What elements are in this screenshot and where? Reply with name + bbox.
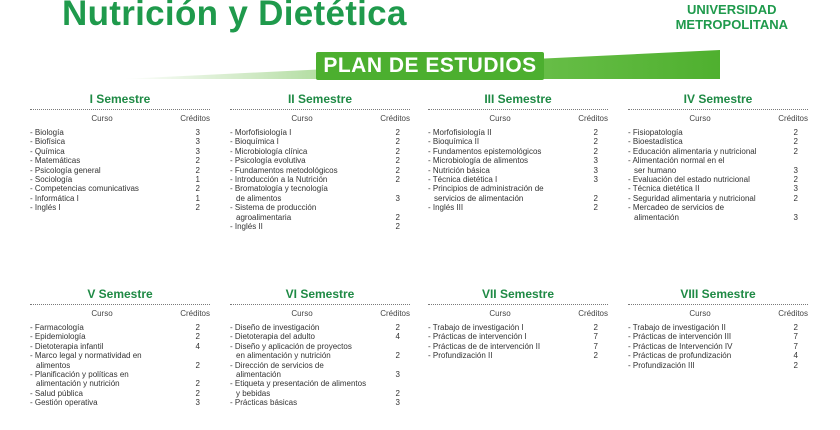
course-row [30, 351, 210, 360]
course-row [30, 166, 210, 175]
course-credits: 2 [793, 137, 798, 147]
course-name: - Biología [30, 128, 64, 137]
course-list [230, 128, 410, 231]
dotted-divider [428, 107, 608, 110]
dotted-divider [230, 107, 410, 110]
column-header [428, 308, 608, 319]
course-credits: 2 [395, 212, 400, 222]
credits-header: Créditos [180, 114, 210, 123]
course-credits: 2 [793, 146, 798, 156]
course-credits [770, 203, 808, 212]
course-credits: 2 [395, 128, 400, 137]
course-name: - Gestión operativa [30, 398, 98, 408]
course-credits: 2 [593, 128, 598, 137]
course-name: - Técnica dietética II [628, 184, 700, 194]
course-name: - Seguridad alimentaria y nutricional [628, 193, 756, 203]
course-row [30, 203, 210, 212]
course-row [628, 194, 808, 203]
course-credits: 3 [593, 175, 598, 185]
course-name: - Prácticas de de intervención II [428, 341, 541, 351]
course-row [30, 398, 210, 407]
course-name: - Prácticas de profundización [628, 351, 732, 361]
column-header [230, 308, 410, 319]
course-list [230, 323, 410, 408]
course-credits [372, 342, 410, 351]
course-credits: 7 [793, 332, 798, 342]
course-row [628, 175, 808, 184]
course-header: Curso [91, 309, 113, 318]
course-row [230, 379, 410, 388]
semester-title: I Semestre [89, 92, 151, 106]
course-name: - Bioquímica II [428, 137, 480, 147]
course-row [230, 213, 410, 222]
course-name: - Fundamentos metodológicos [230, 165, 338, 175]
course-row [428, 351, 608, 360]
course-name: - Profundización III [628, 360, 695, 370]
course-name: - Fundamentos epistemológicos [428, 146, 542, 156]
semester-title: VIII Semestre [680, 287, 756, 301]
semester-block [628, 287, 808, 370]
course-name: - Fisiopatología [628, 128, 683, 137]
course-list [428, 128, 608, 213]
course-credits: 2 [395, 137, 400, 147]
course-row [628, 213, 808, 222]
course-row [230, 184, 410, 193]
course-name: agroalimentaria [236, 212, 292, 222]
column-header [230, 113, 410, 124]
course-name: ser humano [634, 165, 677, 175]
course-row [230, 175, 410, 184]
course-row [628, 166, 808, 175]
course-credits: 2 [793, 323, 798, 332]
course-credits [172, 370, 210, 379]
course-credits: 2 [395, 351, 400, 361]
course-name: - Prácticas de Intervención IV [628, 341, 733, 351]
course-name: - Sociología [30, 175, 73, 185]
course-name: - Nutrición básica [428, 165, 490, 175]
course-name: - Inglés III [428, 203, 464, 213]
course-name: - Mercadeo de servicios de [628, 203, 725, 213]
course-credits: 4 [793, 351, 798, 361]
dotted-divider [628, 302, 808, 305]
course-credits: 3 [793, 184, 798, 194]
course-row [30, 147, 210, 156]
column-header [628, 113, 808, 124]
plan-banner: PLAN DE ESTUDIOS [316, 52, 544, 80]
credits-header: Créditos [778, 309, 808, 318]
course-row [30, 323, 210, 332]
course-credits: 3 [195, 146, 200, 156]
university-line1: UNIVERSIDAD [687, 2, 777, 17]
dotted-divider [30, 302, 210, 305]
course-credits: 3 [195, 137, 200, 147]
course-header: Curso [489, 309, 511, 318]
course-name: - Microbiología de alimentos [428, 156, 529, 166]
course-row [30, 379, 210, 388]
course-credits: 3 [593, 156, 598, 166]
course-name: - Dietoterapia infantil [30, 341, 104, 351]
course-credits: 2 [195, 203, 200, 213]
course-row [230, 351, 410, 360]
course-header: Curso [291, 114, 313, 123]
course-credits: 7 [593, 341, 598, 351]
course-list [628, 128, 808, 222]
course-credits: 2 [593, 351, 598, 361]
credits-header: Créditos [578, 309, 608, 318]
course-row [30, 175, 210, 184]
course-row [30, 156, 210, 165]
course-row [428, 323, 608, 332]
course-list [428, 323, 608, 361]
course-row [628, 351, 808, 360]
course-credits: 2 [793, 193, 798, 203]
course-name: - Bioestadística [628, 137, 683, 147]
course-row [230, 342, 410, 351]
semester-title: II Semestre [287, 92, 353, 106]
credits-header: Créditos [380, 309, 410, 318]
course-row [230, 222, 410, 231]
course-name: - Bromatología y tecnología [230, 184, 328, 194]
course-row [30, 184, 210, 193]
course-name: - Sistema de producción [230, 203, 317, 213]
course-credits: 2 [395, 146, 400, 156]
course-name: - Principios de administración de [428, 184, 544, 194]
course-credits: 2 [395, 323, 400, 332]
course-credits: 3 [793, 165, 798, 175]
course-credits [372, 184, 410, 193]
course-row [30, 370, 210, 379]
course-row [230, 128, 410, 137]
course-credits: 2 [793, 360, 798, 370]
course-row [628, 147, 808, 156]
course-row [628, 332, 808, 341]
course-name: - Inglés I [30, 203, 61, 213]
course-name: - Microbiología clínica [230, 146, 308, 156]
semester-block [230, 287, 410, 408]
course-credits: 2 [593, 323, 598, 332]
course-row [628, 203, 808, 212]
course-credits: 3 [395, 398, 400, 408]
semester-title: VII Semestre [481, 287, 555, 301]
course-row [230, 156, 410, 165]
course-name: - Informática I [30, 193, 79, 203]
semester-block [30, 92, 210, 213]
course-credits [570, 184, 608, 193]
course-row [30, 137, 210, 146]
course-list [30, 128, 210, 213]
course-name: - Bioquímica I [230, 137, 279, 147]
course-name: - Epidemiología [30, 332, 86, 342]
course-name: - Diseño de investigación [230, 323, 320, 332]
course-row [230, 332, 410, 341]
course-row [428, 128, 608, 137]
course-credits: 2 [195, 388, 200, 398]
course-row [230, 166, 410, 175]
course-name: - Salud pública [30, 388, 83, 398]
course-credits [372, 361, 410, 370]
course-credits: 2 [793, 128, 798, 137]
course-row [230, 389, 410, 398]
course-row [30, 332, 210, 341]
dotted-divider [628, 107, 808, 110]
semester-block [230, 92, 410, 231]
course-credits [770, 156, 808, 165]
course-credits: 3 [395, 370, 400, 380]
course-credits [172, 351, 210, 360]
course-name: alimentación [634, 212, 679, 222]
course-name: - Dirección de servicios de [230, 360, 324, 370]
course-name: de alimentos [236, 193, 282, 203]
course-row [628, 342, 808, 351]
semester-title: IV Semestre [683, 92, 753, 106]
university-logo [676, 2, 788, 32]
course-row [628, 137, 808, 146]
credits-header: Créditos [380, 114, 410, 123]
course-credits: 2 [395, 175, 400, 185]
course-row [230, 147, 410, 156]
course-name: alimentación y nutrición [36, 379, 120, 389]
course-name: - Farmacología [30, 323, 84, 332]
course-row [30, 389, 210, 398]
course-name: - Trabajo de investigación I [428, 323, 524, 332]
course-credits: 2 [593, 193, 598, 203]
semester-title: VI Semestre [285, 287, 355, 301]
course-name: - Educación alimentaria y nutricional [628, 146, 757, 156]
course-row [230, 361, 410, 370]
course-credits: 2 [395, 165, 400, 175]
page-title: Nutrición y Dietética [62, 0, 407, 33]
course-row [428, 175, 608, 184]
course-row [428, 166, 608, 175]
course-name: - Planificación y políticas en [30, 370, 129, 380]
dotted-divider [428, 302, 608, 305]
course-name: y bebidas [236, 388, 271, 398]
course-name: - Etiqueta y presentación de alimentos [230, 379, 367, 389]
semester-block [428, 287, 608, 361]
credits-header: Créditos [778, 114, 808, 123]
semester-block [628, 92, 808, 222]
semester-title: V Semestre [87, 287, 153, 301]
course-name: - Prácticas de intervención III [628, 332, 732, 342]
course-name: alimentación [236, 370, 281, 380]
course-credits: 2 [195, 156, 200, 166]
credits-header: Créditos [180, 309, 210, 318]
course-list [30, 323, 210, 408]
course-row [230, 398, 410, 407]
course-credits: 2 [395, 156, 400, 166]
course-name: - Prácticas de intervención I [428, 332, 527, 342]
course-credits: 2 [195, 184, 200, 194]
course-header: Curso [689, 309, 711, 318]
course-name: - Morfofisiología II [428, 128, 492, 137]
course-header: Curso [291, 309, 313, 318]
course-header: Curso [689, 114, 711, 123]
course-credits: 2 [395, 222, 400, 232]
course-credits: 3 [395, 193, 400, 203]
course-credits: 3 [195, 128, 200, 137]
course-name: - Prácticas básicas [230, 398, 298, 408]
semester-block [428, 92, 608, 213]
course-row [30, 342, 210, 351]
course-name: alimentos [36, 360, 71, 370]
course-name: servicios de alimentación [434, 193, 524, 203]
course-credits: 2 [593, 137, 598, 147]
credits-header: Créditos [578, 114, 608, 123]
course-name: - Dietoterapia del adulto [230, 332, 315, 342]
course-name: - Profundización II [428, 351, 493, 361]
column-header [428, 113, 608, 124]
course-credits: 2 [195, 379, 200, 389]
course-credits: 7 [793, 341, 798, 351]
course-credits: 2 [195, 332, 200, 342]
course-row [428, 342, 608, 351]
course-row [230, 203, 410, 212]
course-name: - Psicología evolutiva [230, 156, 306, 166]
course-row [30, 128, 210, 137]
course-row [428, 137, 608, 146]
course-name: - Inglés II [230, 222, 263, 232]
course-credits: 2 [195, 360, 200, 370]
course-row [628, 323, 808, 332]
course-name: - Biofísica [30, 137, 66, 147]
course-row [30, 361, 210, 370]
course-row [230, 370, 410, 379]
course-row [230, 137, 410, 146]
course-name: - Introducción a la Nutrición [230, 175, 328, 185]
course-name: - Competencias comunicativas [30, 184, 139, 194]
course-header: Curso [91, 114, 113, 123]
course-credits: 2 [593, 146, 598, 156]
course-row [230, 194, 410, 203]
course-row [628, 361, 808, 370]
semester-title: III Semestre [484, 92, 552, 106]
course-name: - Química [30, 146, 65, 156]
semester-block [30, 287, 210, 408]
course-name: - Evaluación del estado nutricional [628, 175, 750, 185]
course-credits: 3 [195, 398, 200, 408]
course-credits: 2 [395, 388, 400, 398]
course-row [428, 194, 608, 203]
dotted-divider [230, 302, 410, 305]
course-name: - Diseño y aplicación de proyectos [230, 341, 352, 351]
course-name: - Matemáticas [30, 156, 81, 166]
column-header [628, 308, 808, 319]
course-credits: 3 [793, 212, 798, 222]
course-credits: 3 [593, 165, 598, 175]
course-credits: 7 [593, 332, 598, 342]
course-credits: 4 [395, 332, 400, 342]
column-header [30, 308, 210, 319]
course-credits: 2 [195, 165, 200, 175]
course-credits [372, 379, 410, 388]
course-name: - Psicología general [30, 165, 101, 175]
course-credits: 2 [195, 323, 200, 332]
course-name: - Marco legal y normatividad en [30, 351, 142, 361]
course-credits: 2 [793, 175, 798, 185]
column-header [30, 113, 210, 124]
university-line2: METROPOLITANA [675, 17, 788, 32]
course-row [628, 128, 808, 137]
course-row [628, 184, 808, 193]
course-row [428, 184, 608, 193]
course-name: - Alimentación normal en el [628, 156, 725, 166]
course-name: - Morfofisiología I [230, 128, 292, 137]
course-credits: 2 [593, 203, 598, 213]
course-credits: 1 [195, 193, 200, 203]
course-credits: 4 [195, 341, 200, 351]
course-credits: 1 [195, 175, 200, 185]
course-credits [372, 203, 410, 212]
course-row [230, 323, 410, 332]
course-row [428, 147, 608, 156]
course-row [428, 332, 608, 341]
course-header: Curso [489, 114, 511, 123]
course-row [428, 203, 608, 212]
course-row [30, 194, 210, 203]
course-row [428, 156, 608, 165]
course-row [628, 156, 808, 165]
course-list [628, 323, 808, 370]
course-name: - Técnica dietética I [428, 175, 498, 185]
course-name: en alimentación y nutrición [236, 351, 331, 361]
dotted-divider [30, 107, 210, 110]
course-name: - Trabajo de investigación II [628, 323, 726, 332]
